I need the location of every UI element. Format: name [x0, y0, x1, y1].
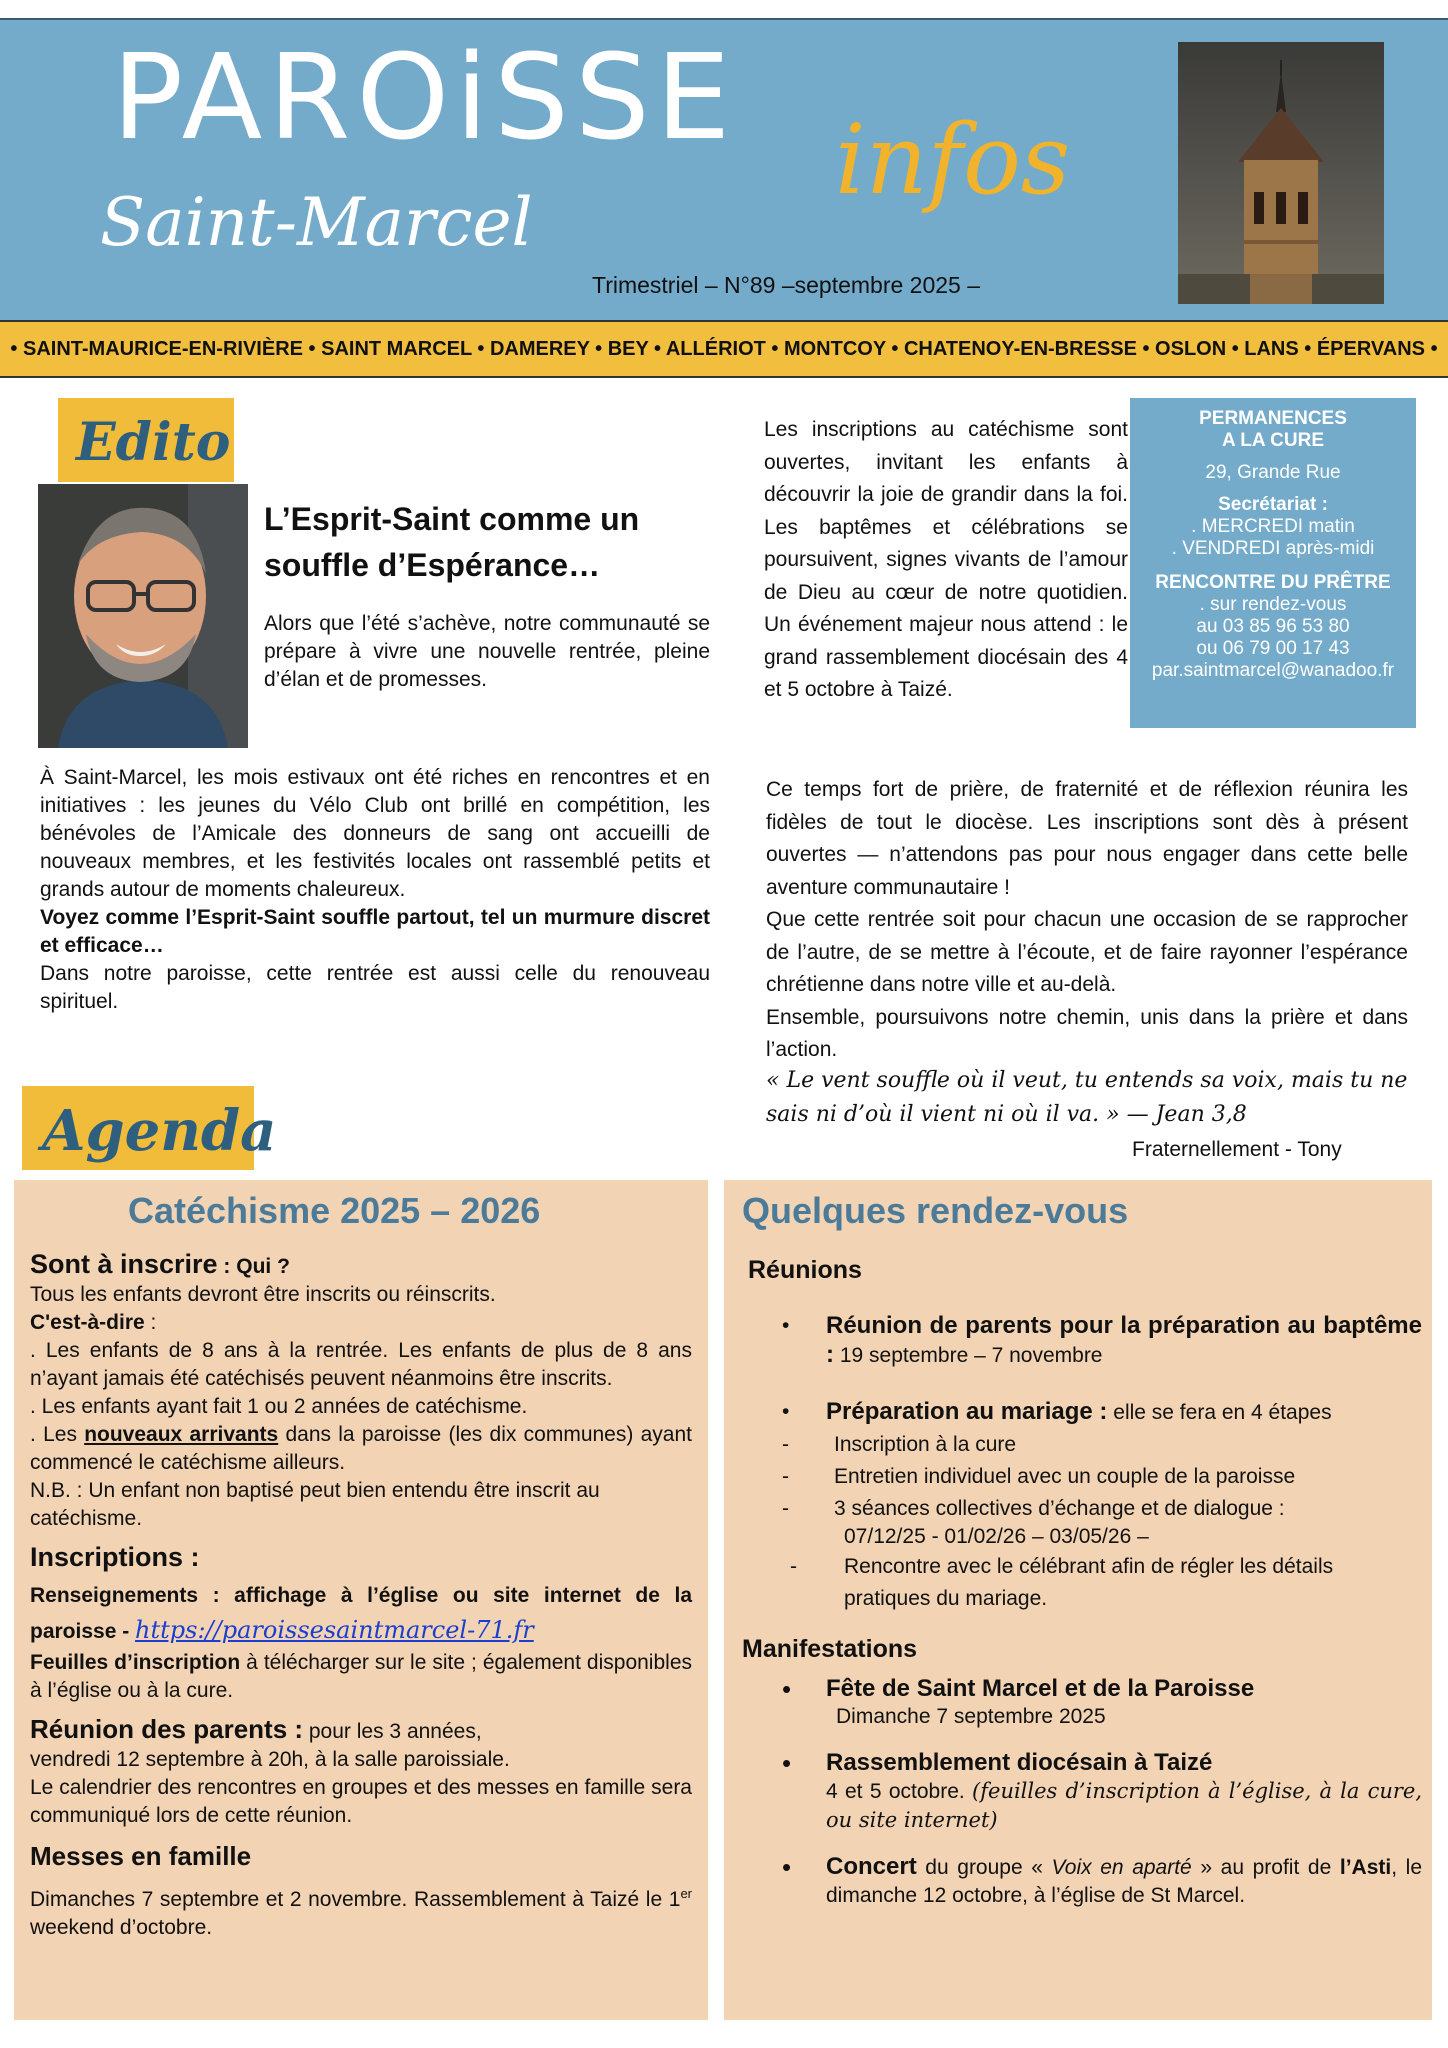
- phone-number: ou 06 79 00 17 43: [1196, 638, 1350, 659]
- section-heading: Messes en famille: [30, 1841, 252, 1871]
- item-text: [826, 1777, 1422, 1835]
- item-title: Fête de Saint Marcel et de la Paroisse: [826, 1675, 1255, 1702]
- item-text: 07/12/25 - 01/02/26 – 03/05/26 –: [844, 1525, 1149, 1548]
- list-item: [742, 1431, 1422, 1459]
- edito-paragraph: Ce temps fort de prière, de fraternité et de réflexion réunira les fidèles de tout le diocèse. Les inscriptions sont dès à présent ouvertes — n’attendons pas pour nous engager dans cette belle aventure communautaire !: [766, 778, 1408, 899]
- item-text: 3 séances collectives d’échange et de dialogue :: [834, 1497, 1285, 1520]
- item-text-part: , le dimanche 12 octobre, à l’église de St Marcel.: [826, 1856, 1423, 1907]
- item-text: elle se fera en 4 étapes: [1107, 1401, 1332, 1424]
- edito-heading: L’Esprit-Saint comme un souffle d’Espérance…: [264, 501, 640, 583]
- dash-icon: -: [782, 1433, 789, 1456]
- bible-quote: « Le vent souffle où il veut, tu entends sa voix, mais tu ne sais ni d’où il vient ni où il va. » — Jean 3,8: [766, 1068, 1408, 1127]
- list-item-text: . Les: [30, 1423, 85, 1446]
- feuilles-text: à télécharger sur le site ; également disponibles à l’église ou à la cure.: [30, 1651, 692, 1702]
- rdv-note: . sur rendez-vous: [1199, 594, 1347, 615]
- rendezvous-title: Quelques rendez-vous: [742, 1190, 1129, 1231]
- hours-vendredi: . VENDREDI après-midi: [1171, 538, 1375, 559]
- item-text: Inscription à la cure: [834, 1433, 1017, 1456]
- permanences-box: [1130, 398, 1416, 728]
- list-item: . Les enfants de 8 ans à la rentrée. Les enfants de plus de 8 ans n’ayant jamais été catéchisés peuvent néanmoins être inscrits.: [30, 1339, 692, 1390]
- secretariat-label: Secrétariat :: [1218, 494, 1328, 515]
- section-heading: Réunion des parents :: [30, 1714, 304, 1744]
- dash-icon: -: [790, 1555, 797, 1578]
- paragraph: Le calendrier des rencontres en groupes et des messes en famille sera communiqué lors de cette réunion.: [30, 1776, 692, 1827]
- list-item: [742, 1398, 1422, 1427]
- paragraph: Tous les enfants devront être inscrits ou réinscrits.: [30, 1283, 496, 1306]
- edito-continued: [766, 774, 1408, 1067]
- paragraph: [30, 1715, 692, 1746]
- permanences-title: PERMANENCES: [1199, 408, 1347, 429]
- item-title: Réunion de parents pour la préparation au baptême :: [826, 1312, 1422, 1368]
- paragraph-text: weekend d’octobre.: [30, 1916, 213, 1939]
- section-heading: Inscriptions :: [30, 1542, 200, 1572]
- nb-note: N.B. : Un enfant non baptisé peut bien entendu être inscrit au catéchisme.: [30, 1479, 600, 1530]
- villages-banner: • SAINT-MAURICE-EN-RIVIÈRE • SAINT MARCEL • DAMEREY • BEY • ALLÉRIOT • MONTCOY • CHATENOY-EN-BRESSE • OSLON • LANS • ÉPERVANS •: [0, 320, 1448, 378]
- permanences-title: A LA CURE: [1221, 430, 1325, 451]
- cad-label: C'est-à-dire: [30, 1311, 145, 1334]
- item-text-bold: l’Asti: [1339, 1856, 1392, 1879]
- list-item: . Les enfants ayant fait 1 ou 2 années de catéchisme.: [30, 1395, 528, 1418]
- list-item: [742, 1495, 1422, 1523]
- superscript: er: [680, 1886, 692, 1901]
- hours-mercredi: . MERCREDI matin: [1191, 516, 1355, 537]
- phone-number: au 03 85 96 53 80: [1196, 616, 1350, 637]
- feuilles-label: Feuilles d’inscription: [30, 1651, 241, 1674]
- address: 29, Grande Rue: [1205, 462, 1341, 483]
- edito-paragraph: Dans notre paroisse, cette rentrée est aussi celle du renouveau spirituel.: [40, 962, 710, 1013]
- agenda-label: Agenda: [22, 1086, 254, 1170]
- list-item: [742, 1551, 1422, 1615]
- item-text-italic: Voix en aparté: [1051, 1856, 1192, 1879]
- paragraph-text: Dimanches 7 septembre et 2 novembre. Rassemblement à Taizé le 1: [30, 1888, 681, 1911]
- renseignements-text: Renseignements : affichage à l’église ou site internet de la paroisse -: [30, 1584, 692, 1643]
- edito-emphasis: Voyez comme l’Esprit-Saint souffle partout, tel un murmure discret et efficace…: [40, 906, 710, 957]
- item-text: Entretien individuel avec un couple de la paroisse: [834, 1465, 1296, 1488]
- section-heading-suffix: : Qui ?: [217, 1255, 290, 1278]
- rendezvous-content: [742, 1256, 1422, 1910]
- edito-paragraph: À Saint-Marcel, les mois estivaux ont été riches en rencontres et en initiatives : les jeunes du Vélo Club ont brillé en compétition, les bénévoles de l’Amicale des donneurs de sang ont accueilli de nouveaux membres, et les festivités locales ont rassemblé petits et grands autour de moments chaleureux.: [40, 766, 710, 901]
- edito-intro: Alors que l’été s’achève, notre communauté se prépare à vivre une nouvelle rentrée, pleine d’élan et de promesses.: [264, 612, 710, 691]
- bullet-icon: •: [782, 1314, 790, 1337]
- rencontre-label: RENCONTRE DU PRÊTRE: [1155, 572, 1391, 593]
- section-heading: Sont à inscrire: [30, 1249, 218, 1279]
- catechisme-title: Catéchisme 2025 – 2026: [128, 1190, 541, 1231]
- parish-website-link[interactable]: https://paroissesaintmarcel-71.fr: [135, 1616, 534, 1644]
- section-heading: Manifestations: [742, 1635, 918, 1663]
- list-item: [742, 1312, 1422, 1370]
- list-item: [30, 1421, 692, 1477]
- dash-icon: -: [782, 1465, 789, 1488]
- item-text: Dimanche 7 septembre 2025: [836, 1705, 1106, 1728]
- section-heading: Réunions: [748, 1256, 862, 1284]
- bullet-icon: •: [782, 1748, 792, 1778]
- edito-paragraph: Ensemble, poursuivons notre chemin, unis dans la prière et dans l’action.: [766, 1005, 1408, 1061]
- issue-line: Trimestriel – N°89 –septembre 2025 –: [592, 272, 981, 298]
- item-text-part: » au profit de: [1191, 1856, 1340, 1879]
- item-text: Rencontre avec le célébrant afin de régler les détails pratiques du mariage.: [844, 1555, 1334, 1610]
- list-item: [742, 1853, 1422, 1910]
- bullet-icon: •: [782, 1400, 790, 1423]
- edito-body: [40, 764, 710, 1016]
- list-item: [742, 1463, 1422, 1491]
- edito-paragraph: Les inscriptions au catéchisme sont ouvertes, invitant les enfants à découvrir la joie de grandir dans la foi. Les baptêmes et célébrations se poursuivent, signes vivants de l’amour de Dieu au cœur de notre quotidien. Un événement majeur nous attend : le grand rassemblement diocésain des 4 et 5 octobre à Taizé.: [764, 418, 1128, 701]
- priest-portrait-photo: [38, 484, 248, 748]
- masthead-title: PAROiSSE: [112, 28, 737, 166]
- edito-label: Edito: [58, 398, 234, 482]
- paragraph: [30, 1880, 692, 1942]
- item-text: 19 septembre – 7 novembre: [834, 1344, 1103, 1367]
- church-tower-photo: [1178, 42, 1384, 304]
- item-text-italic: (feuilles d’inscription à l’église, à la cure, ou site internet): [826, 1779, 1422, 1832]
- signature: Fraternellement - Tony: [1132, 1138, 1342, 1161]
- paragraph-text: pour les 3 années,: [303, 1720, 482, 1743]
- bullet-icon: •: [782, 1674, 792, 1704]
- masthead-subtitle: Saint-Marcel: [100, 184, 533, 261]
- bullet-icon: •: [782, 1852, 792, 1882]
- dash-icon: -: [782, 1497, 789, 1520]
- paragraph: [30, 1649, 692, 1705]
- item-text-part: du groupe «: [916, 1856, 1052, 1879]
- email-address: par.saintmarcel@wanadoo.fr: [1151, 660, 1395, 681]
- catechisme-content: [30, 1250, 692, 1942]
- list-item-text: dans la paroisse (les dix communes) ayant commencé le catéchisme ailleurs.: [30, 1423, 692, 1474]
- list-item-emphasis: nouveaux arrivants: [84, 1423, 279, 1446]
- list-item: [742, 1749, 1422, 1835]
- list-item: [742, 1675, 1422, 1731]
- item-text-part: 4 et 5 octobre.: [826, 1780, 973, 1803]
- item-title: Concert: [826, 1853, 917, 1880]
- item-title: Préparation au mariage :: [826, 1398, 1108, 1425]
- masthead-infos: infos: [835, 104, 1071, 216]
- cad-colon: :: [144, 1311, 157, 1334]
- item-title: Rassemblement diocésain à Taizé: [826, 1749, 1213, 1776]
- edito-paragraph: Que cette rentrée soit pour chacun une occasion de se rapprocher de l’autre, de se mettre à l’écoute, et de faire rayonner l’espérance chrétienne dans notre ville et au-delà.: [766, 908, 1408, 996]
- paragraph: vendredi 12 septembre à 20h, à la salle paroissiale.: [30, 1748, 510, 1771]
- renseignements: [30, 1579, 692, 1649]
